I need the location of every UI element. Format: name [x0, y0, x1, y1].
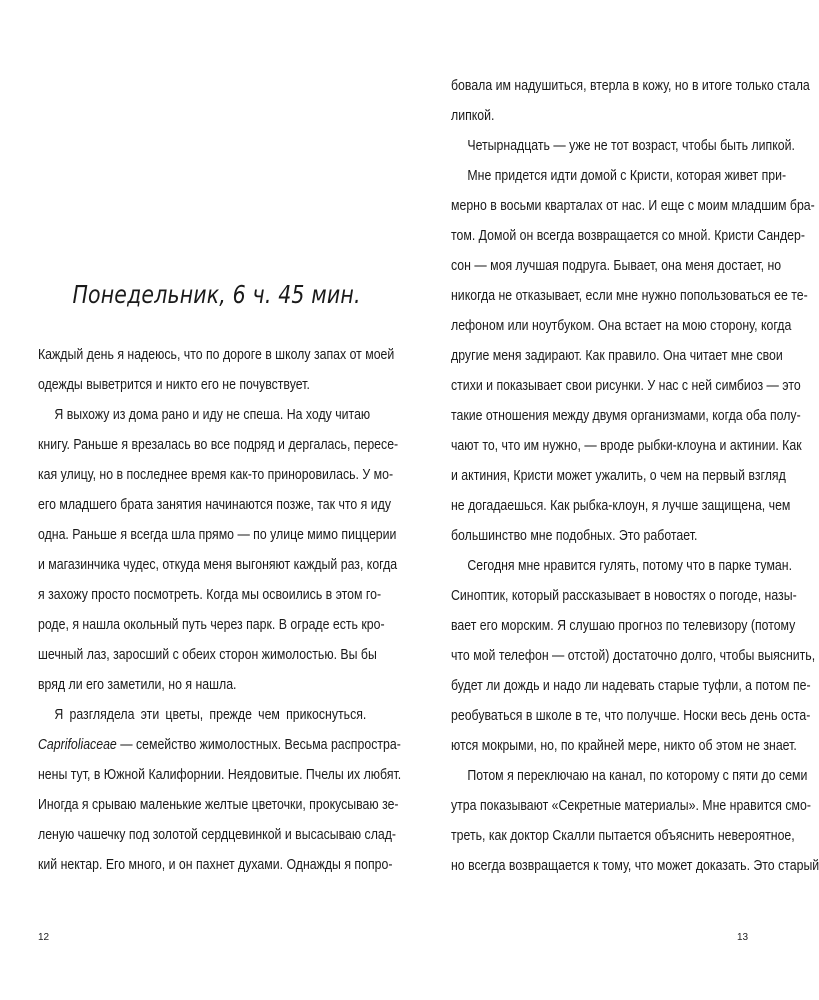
text-line-content: большинство мне подобных. Это работает. [451, 528, 698, 544]
text-line [451, 671, 811, 701]
text-line [451, 161, 787, 191]
text-line-content: ются мокрыми, но, по крайней мере, никто об этом не знает. [451, 738, 797, 754]
text-line [38, 490, 391, 520]
text-line [451, 101, 750, 131]
text-line-content: не догадаешься. Как рыбка-клоун, я лучше защищена, чем [451, 498, 791, 514]
text-line [451, 491, 791, 521]
text-line-content: Четырнадцать — уже не тот возраст, чтобы быть липкой. [467, 138, 795, 154]
text-line [451, 731, 797, 761]
text-line [451, 71, 810, 101]
text-line [451, 461, 786, 491]
text-line [38, 430, 399, 460]
left-page-text [38, 340, 402, 880]
text-line-content: бовала им надушиться, втерла в кожу, но в итоге только стала [451, 78, 810, 94]
text-line [451, 311, 792, 341]
text-line [38, 580, 382, 610]
text-line-content: и магазинчика чудес, откуда меня выгоняют каждый раз, когда [38, 557, 398, 573]
text-line [38, 730, 401, 760]
text-line [451, 221, 805, 251]
text-line-content: нены тут, в Южной Калифорнии. Неядовитые. Пчелы их любят. [38, 767, 402, 783]
text-line [451, 761, 808, 791]
text-line [38, 460, 394, 490]
text-line-content: кая улицу, но в последнее время как-то приноровилась. У мо- [38, 467, 394, 483]
text-line-content: другие меня задирают. Как правило. Она читает мне свои [451, 348, 783, 364]
text-line-content: Сегодня мне нравится гулять, потому что в парке туман. [467, 558, 793, 574]
text-line [451, 551, 793, 581]
text-line-content: реобуваться в школе в те, что получше. Носки весь день оста- [451, 708, 811, 724]
text-line [451, 581, 797, 611]
text-line [38, 550, 398, 580]
text-line [38, 610, 385, 640]
text-line-content: его младшего брата занятия начинаются позже, так что я иду [38, 497, 391, 513]
text-line-content: никогда не отказывает, если мне нужно попользоваться ее те- [451, 288, 808, 304]
text-line-content: такие отношения между двумя организмами, когда оба полу- [451, 408, 801, 424]
text-line-content: роде, я нашла окольный путь через парк. В ограде есть кро- [38, 617, 385, 633]
text-line-content: и актиния, Кристи может ужалить, о чем на первый взгляд [451, 468, 786, 484]
text-line-content: кий нектар. Его много, и он пахнет духами. Однажды я попро- [38, 857, 393, 873]
text-line [451, 641, 816, 671]
text-line-content: шечный лаз, заросший с обеих сторон жимолостью. Вы бы [38, 647, 377, 663]
left-page [0, 0, 400, 1000]
text-line [451, 341, 783, 371]
text-line-content: леную чашечку под золотой сердцевинкой и высасываю слад- [38, 827, 397, 843]
text-line [38, 340, 395, 370]
text-line [38, 820, 397, 850]
text-line-content: будет ли дождь и надо ли надевать старые туфли, а потом пе- [451, 678, 811, 694]
text-line [451, 191, 815, 221]
text-line-content: Caprifoliaceae — семейство жимолостных. Весьма распростра- [38, 737, 401, 753]
text-line [38, 670, 350, 700]
text-line [451, 281, 808, 311]
text-line-content: я захожу просто посмотреть. Когда мы освоились в этом го- [38, 587, 382, 603]
text-line [38, 400, 371, 430]
text-line-content: стихи и показывает свои рисунки. У нас с ней симбиоз — это [451, 378, 801, 394]
text-line-content: что мой телефон — отстой) достаточно долго, чтобы выяснить, [451, 648, 816, 664]
text-line [38, 850, 393, 880]
text-line-content: чают то, что им нужно, — вроде рыбки-клоуна и актинии. Как [451, 438, 802, 454]
text-line [451, 131, 795, 161]
text-line-content: Иногда я срываю маленькие желтые цветочки, прокусываю зе- [38, 797, 399, 813]
text-line [38, 790, 399, 820]
text-line [38, 640, 377, 670]
text-line [38, 520, 397, 550]
text-line [38, 700, 367, 730]
text-line [451, 701, 811, 731]
text-line-content: вряд ли его заметили, но я нашла. [38, 677, 237, 693]
italic-term: Caprifoliaceae [38, 737, 117, 753]
text-line-content: мерно в восьми кварталах от нас. И еще с моим младшим бра- [451, 198, 815, 214]
text-line-content: сон — моя лучшая подруга. Бывает, она меня достает, но [451, 258, 782, 274]
text-line [451, 371, 801, 401]
text-line [451, 251, 782, 281]
text-line [451, 611, 796, 641]
text-line-content: но всегда возвращается к тому, что может доказать. Это старый [451, 858, 819, 874]
text-line-content: одна. Раньше я всегда шла прямо — по улице мимо пиццерии [38, 527, 397, 543]
text-line-content: Потом я переключаю на канал, по которому с пяти до семи [467, 768, 808, 784]
text-line [451, 431, 802, 461]
text-line-content: утра показывают «Секретные материалы». Мне нравится смо- [451, 798, 811, 814]
text-line [451, 821, 795, 851]
text-line [451, 851, 819, 881]
text-line [451, 521, 750, 551]
text-line-content: Я разглядела эти цветы, прежде чем прикоснуться. [54, 707, 367, 723]
text-line-content: Каждый день я надеюсь, что по дороге в школу запах от моей [38, 347, 395, 363]
text-line [451, 401, 801, 431]
text-line-content: треть, как доктор Скалли пытается объяснить невероятное, [451, 828, 795, 844]
text-line [38, 760, 402, 790]
page-number-right: 13 [737, 932, 749, 943]
page-number-left: 12 [38, 932, 50, 943]
text-line [38, 370, 350, 400]
text-line-content: Мне придется идти домой с Кристи, которая живет при- [467, 168, 787, 184]
text-line-content: Синоптик, который рассказывает в новостях о погоде, назы- [451, 588, 797, 604]
text-line-content: одежды выветрится и никто его не почувствует. [38, 377, 310, 393]
chapter-title: Понедельник, 6 ч. 45 мин. [72, 280, 361, 309]
text-line-content: книгу. Раньше я врезалась во все подряд и дергалась, пересе- [38, 437, 399, 453]
text-line-content: вает его морским. Я слушаю прогноз по телевизору (потому [451, 618, 796, 634]
text-line-content: Я выхожу из дома рано и иду не спеша. На ходу читаю [54, 407, 371, 423]
right-page-text [451, 71, 819, 881]
text-line [451, 791, 811, 821]
text-line-content: липкой. [451, 108, 495, 124]
text-line-content: том. Домой он всегда возвращается со мной. Кристи Сандер- [451, 228, 805, 244]
text-line-content: лефоном или ноутбуком. Она встает на мою сторону, когда [451, 318, 792, 334]
